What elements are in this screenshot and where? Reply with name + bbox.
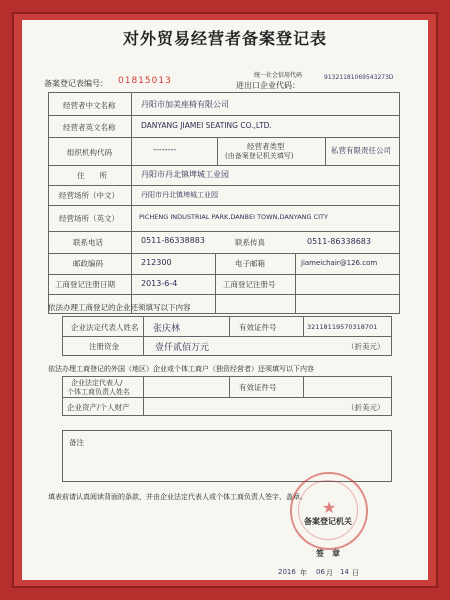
reg-no-label: 工商登记注册号 (223, 280, 276, 289)
reg-date-value: 2013-6-4 (141, 279, 178, 288)
official-seal (290, 472, 368, 550)
notes-label: 备注 (69, 438, 84, 447)
section2-rep-label-1: 企业法定代表人/ (71, 379, 123, 387)
operator-type-label: 经营者类型 (247, 142, 285, 151)
record-no-value: 01815013 (118, 76, 172, 86)
section1-heading: 依法办理工商登记的企业还须填写以下内容 (48, 303, 191, 312)
zip-value: 212300 (141, 258, 172, 267)
registration-table (48, 92, 400, 314)
document-page (22, 20, 428, 580)
section2-rep-label-2: 个体工商负责人姓名 (67, 388, 130, 396)
fax-value: 0511-86338683 (307, 237, 371, 246)
date-day: 14 (340, 568, 349, 576)
site-cn-value: 丹阳市丹北镇埤城工业园 (141, 191, 218, 199)
import-export-code-label: 进出口企业代码： (236, 81, 300, 90)
date-year-unit: 年 (300, 569, 307, 577)
legal-rep-value: 张庆林 (153, 324, 181, 334)
site-en-value: PICHENG INDUSTRIAL PARK,DANBEI TOWN,DANYANG CITY (139, 213, 329, 221)
zip-label: 邮政编码 (73, 259, 103, 268)
email-label: 电子邮箱 (235, 259, 265, 268)
section2-table (62, 376, 392, 416)
unified-code-label: 统一社会信用代码 (254, 72, 303, 79)
seal-star-icon: ★ (321, 498, 337, 517)
site-cn-label: 经营场所（中文） (59, 191, 119, 200)
org-code-value: -------- (153, 145, 177, 154)
date-month-unit: 月 (326, 569, 333, 577)
section1-id-label: 有效证件号 (239, 323, 277, 332)
section1-usd-note: （折美元） (347, 342, 385, 351)
cn-name-label: 经营者中文名称 (63, 101, 116, 110)
section2-heading: 依法办理工商登记的外国（地区）企业或个体工商户（独资经营者）还须填写以下内容 (48, 365, 314, 373)
reg-date-label: 工商登记注册日期 (55, 280, 115, 289)
section1-table (62, 316, 392, 356)
legal-rep-label: 企业法定代表人姓名 (71, 323, 139, 332)
record-no-label: 备案登记表编号： (44, 79, 108, 88)
phone-value: 0511-86338883 (141, 236, 205, 245)
date-year: 2016 (278, 568, 296, 576)
en-name-value: DANYANG JIAMEI SEATING CO.,LTD. (141, 121, 272, 130)
footer-statement: 填表前请认真阅读背面的条款，并由企业法定代表人或个体工商负责人签字、盖章。 (48, 493, 307, 501)
org-code-label: 组织机构代码 (67, 148, 112, 157)
operator-type-value: 私营有限责任公司 (331, 146, 391, 155)
cn-name-value: 丹阳市加美座椅有限公司 (141, 100, 229, 109)
capital-value: 壹仟贰佰万元 (155, 343, 210, 353)
sign-label: 签 章 (316, 549, 340, 558)
code-value: 91321181069543273D (324, 74, 394, 81)
capital-label: 注册资金 (89, 342, 119, 351)
assets-label: 企业资产/个人财产 (67, 403, 130, 412)
section2-usd-note: （折美元） (347, 403, 385, 412)
en-name-label: 经营者英文名称 (63, 123, 116, 132)
date-month: 06 (316, 568, 325, 576)
email-value: jiameichair@126.com (301, 259, 378, 267)
document-title: 对外贸易经营者备案登记表 (122, 29, 327, 48)
address-label: 住 所 (77, 171, 107, 180)
section2-id-label: 有效证件号 (239, 383, 277, 392)
section1-id-value: 32118119570318701 (307, 323, 378, 331)
address-value: 丹阳市丹北镇埤城工业园 (141, 170, 229, 179)
phone-label: 联系电话 (73, 238, 103, 247)
authority-label: 备案登记机关 (304, 517, 352, 526)
operator-type-sub-label: (由备案登记机关填写) (225, 152, 294, 160)
date-day-unit: 日 (352, 569, 359, 577)
site-en-label: 经营场所（英文） (59, 214, 119, 223)
fax-label: 联系传真 (235, 238, 265, 247)
